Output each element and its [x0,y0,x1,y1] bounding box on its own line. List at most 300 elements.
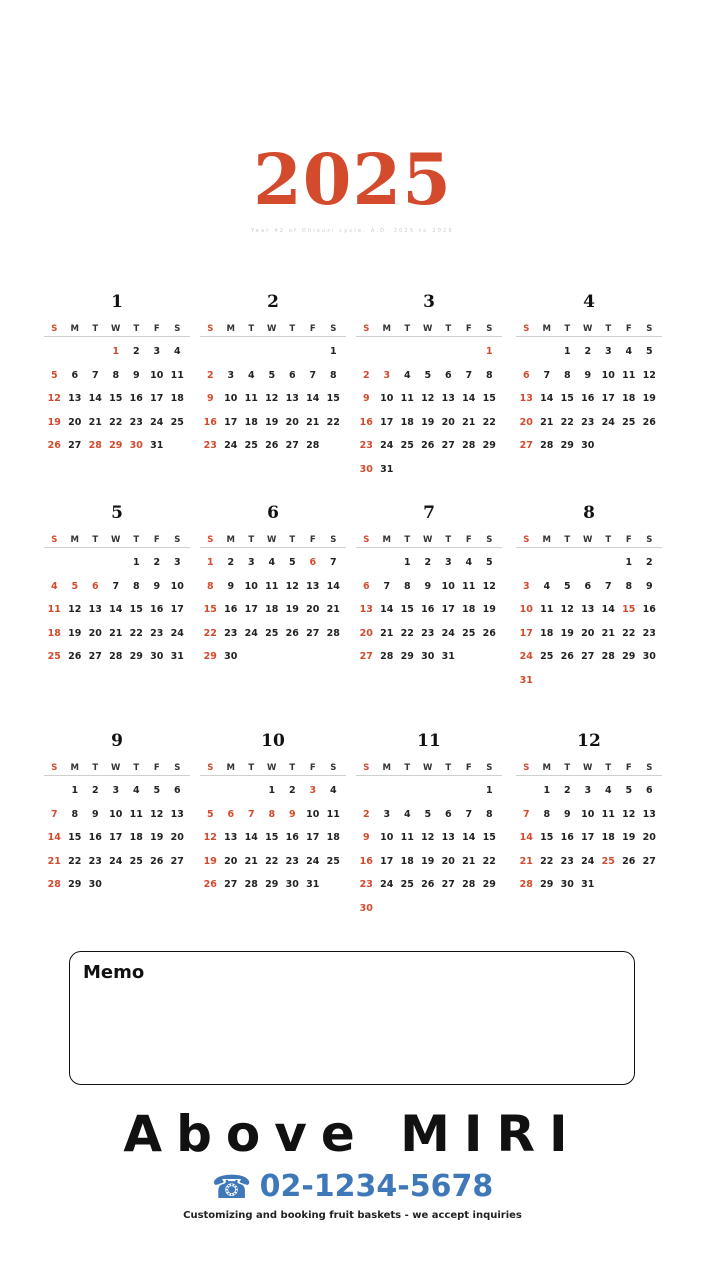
calendar-day: 14 [47,832,61,843]
brand-name: Above MIRI [123,1105,582,1163]
calendar-day: 14 [601,604,615,615]
calendar-day: 10 [244,580,258,592]
memo-box[interactable] [69,951,635,1085]
calendar-day: 9 [227,580,235,592]
calendar-day: 25 [400,440,414,451]
calendar-day: 12 [421,393,435,404]
weekday-label: S [363,324,370,334]
calendar-day: 6 [227,808,235,820]
weekday-label: M [382,763,391,773]
weekday-label: T [289,324,296,334]
calendar-day: 15 [326,393,340,404]
calendar-day: 29 [622,651,636,662]
calendar-day: 30 [560,879,574,890]
calendar-day: 27 [285,440,299,451]
calendar-day: 26 [560,651,574,662]
calendar-day: 15 [540,832,554,843]
calendar-day: 1 [543,785,551,796]
calendar-day: 15 [560,393,574,404]
calendar-day: 17 [306,832,320,843]
month-title: 11 [417,731,441,751]
calendar-day: 27 [642,855,656,867]
calendar-day: 24 [306,855,320,867]
calendar-day: 23 [224,627,238,639]
calendar-day: 10 [519,604,533,615]
calendar-day: 23 [359,879,373,890]
calendar-day: 10 [306,808,320,820]
calendar-day: 7 [309,369,317,381]
weekday-label: M [226,535,235,545]
calendar-day: 18 [400,416,414,428]
weekday-label: S [51,324,58,334]
weekday-label: T [92,535,99,545]
calendar-day: 16 [560,832,574,843]
calendar-day: 5 [563,580,571,592]
calendar-day: 9 [206,393,214,404]
calendar-day: 29 [129,651,143,662]
calendar-day: 10 [150,369,164,381]
calendar-day: 22 [326,416,340,428]
calendar-day: 2 [362,808,370,820]
calendar-day: 7 [91,369,99,381]
calendar-day: 9 [563,808,571,820]
calendar-day: 21 [380,627,394,639]
weekday-label: S [486,763,493,773]
calendar-day: 23 [359,440,373,451]
calendar-day: 28 [306,440,320,451]
calendar-day: 13 [519,393,533,404]
calendar-day: 16 [642,604,656,615]
calendar-day: 29 [109,440,123,451]
calendar-day: 18 [47,627,61,639]
weekday-label: S [523,324,530,334]
calendar-day: 7 [50,808,58,820]
weekday-label: M [70,763,79,773]
calendar-day: 19 [150,832,164,843]
calendar-day: 19 [622,832,636,843]
calendar-day: 15 [203,604,217,615]
weekday-label: F [309,535,316,545]
weekday-label: W [423,763,433,773]
calendar-day: 29 [203,651,217,662]
calendar-day: 28 [244,879,258,890]
calendar-day: 13 [581,604,595,615]
weekday-label: W [583,535,593,545]
weekday-header [200,324,346,337]
weekday-label: S [330,324,337,334]
calendar-day: 1 [625,557,633,568]
calendar-day: 10 [380,393,394,404]
calendar-day: 20 [224,855,238,867]
calendar-day: 7 [247,808,255,820]
calendar-day: 8 [71,808,79,820]
calendar-day: 29 [265,879,279,890]
weekday-label: S [523,763,530,773]
weekday-label: W [111,763,121,773]
calendar-day: 22 [129,627,143,639]
calendar-day: 28 [47,879,61,890]
calendar-day: 31 [519,674,533,686]
calendar-day: 9 [91,808,99,820]
calendar-day: 2 [227,557,235,568]
calendar-day: 27 [306,627,320,639]
calendar-day: 18 [170,393,184,404]
calendar-day: 26 [150,855,164,867]
calendar-day: 19 [421,855,435,867]
calendar-day: 29 [482,440,496,451]
calendar-day: 3 [247,557,255,568]
calendar-day: 11 [129,808,143,820]
calendar-day: 23 [560,855,574,867]
calendar-day: 21 [601,627,615,639]
calendar-day: 3 [604,346,612,357]
weekday-label: F [625,763,632,773]
calendar-day: 30 [150,651,164,662]
calendar-day: 13 [170,808,184,820]
calendar-day: 2 [563,785,571,796]
calendar-day: 31 [306,879,320,890]
weekday-label: T [133,535,140,545]
calendar-day: 3 [112,785,120,796]
calendar-day: 6 [522,369,530,381]
calendar-day: 21 [244,855,258,867]
calendar-day: 1 [206,557,214,568]
calendar-day: 30 [285,879,299,890]
calendar-day: 26 [265,440,279,451]
calendar-day: 21 [462,416,476,428]
calendar-day: 19 [560,627,574,639]
calendar-day: 15 [68,832,82,843]
weekday-label: T [248,324,255,334]
calendar-day: 19 [642,393,656,404]
weekday-label: S [330,763,337,773]
weekday-label: W [111,324,121,334]
weekday-label: S [486,535,493,545]
calendar-day: 20 [441,416,455,428]
calendar-day: 22 [68,855,82,867]
calendar-day: 10 [170,580,184,592]
weekday-label: T [564,763,571,773]
calendar-day: 2 [153,557,161,568]
calendar-day: 4 [247,369,255,381]
weekday-label: T [289,763,296,773]
calendar-day: 8 [112,369,120,381]
calendar-day: 15 [400,604,414,615]
month-title: 2 [267,292,279,312]
weekday-header [516,535,662,548]
calendar-day: 26 [285,627,299,639]
month-title: 1 [111,292,123,312]
calendar-day: 18 [622,393,636,404]
calendar-day: 17 [380,416,394,428]
calendar-day: 25 [601,855,615,867]
calendar-day: 16 [203,416,217,428]
calendar-day: 6 [309,557,317,568]
weekday-label: F [153,763,160,773]
weekday-label: S [207,535,214,545]
weekday-label: S [363,763,370,773]
calendar-day: 31 [150,440,164,451]
calendar-day: 13 [359,604,373,615]
calendar-day: 19 [285,604,299,615]
weekday-label: W [267,535,277,545]
month-title: 3 [423,292,435,312]
calendar-day: 7 [522,808,530,820]
calendar-day: 6 [91,580,99,592]
weekday-label: T [605,535,612,545]
weekday-header [200,535,346,548]
weekday-label: T [404,324,411,334]
calendar-day: 23 [642,627,656,639]
weekday-label: S [646,535,653,545]
calendar-day: 29 [400,651,414,662]
weekday-label: T [404,535,411,545]
calendar-day: 30 [129,440,143,451]
weekday-label: F [465,324,472,334]
calendar-day: 13 [306,580,320,592]
calendar-day: 4 [625,346,633,357]
calendar-day: 22 [203,627,217,639]
calendar-day: 28 [540,440,554,451]
weekday-label: S [330,535,337,545]
calendar-day: 4 [50,580,58,592]
weekday-label: W [583,763,593,773]
calendar-day: 9 [362,393,370,404]
calendar-day: 15 [482,832,496,843]
calendar-day: 18 [400,855,414,867]
calendar-day: 25 [170,416,184,428]
memo-label: Memo [83,962,145,983]
calendar-day: 12 [68,604,82,615]
calendar-day: 17 [519,627,533,639]
calendar-day: 5 [153,785,161,796]
calendar-day: 21 [462,855,476,867]
phone-number[interactable]: 02-1234-5678 [259,1169,494,1204]
calendar-day: 21 [109,627,123,639]
calendar-day: 5 [424,808,432,820]
weekday-label: T [445,535,452,545]
calendar-day: 3 [444,557,452,568]
calendar-day: 3 [173,557,181,568]
calendar-day: 11 [244,393,258,404]
weekday-label: S [523,535,530,545]
calendar-day: 17 [170,604,184,615]
calendar-day: 6 [288,369,296,381]
calendar-day: 11 [400,393,414,404]
calendar-day: 31 [170,651,184,662]
calendar-day: 15 [622,604,636,615]
calendar-day: 15 [482,393,496,404]
calendar-day: 7 [604,580,612,592]
weekday-label: S [174,535,181,545]
calendar-day: 14 [306,393,320,404]
calendar-day: 18 [129,832,143,843]
calendar-day: 8 [625,580,633,592]
calendar-day: 7 [465,369,473,381]
weekday-label: T [289,535,296,545]
calendar-day: 3 [383,369,391,381]
calendar-day: 23 [129,416,143,428]
calendar-day: 3 [227,369,235,381]
calendar-day: 5 [288,557,296,568]
calendar-day: 25 [129,855,143,867]
month-title: 9 [111,731,123,751]
calendar-day: 28 [326,627,340,639]
calendar-day: 23 [285,855,299,867]
calendar-day: 12 [622,808,636,820]
calendar-day: 21 [306,416,320,428]
calendar-day: 16 [88,832,102,843]
calendar-day: 16 [421,604,435,615]
weekday-label: T [445,324,452,334]
weekday-label: S [174,763,181,773]
calendar-day: 27 [170,855,184,867]
weekday-label: M [542,535,551,545]
calendar-day: 2 [584,346,592,357]
weekday-label: T [133,763,140,773]
calendar-day: 12 [642,369,656,381]
calendar-day: 10 [441,580,455,592]
calendar-day: 24 [441,627,455,639]
calendar-day: 30 [224,651,238,662]
weekday-label: T [248,535,255,545]
calendar-day: 2 [424,557,432,568]
month-title: 10 [261,731,285,751]
weekday-header [516,763,662,776]
calendar-day: 7 [383,580,391,592]
calendar-day: 18 [326,832,340,843]
calendar-day: 22 [540,855,554,867]
calendar-day: 26 [482,627,496,639]
calendar-day: 13 [88,604,102,615]
calendar-day: 17 [109,832,123,843]
calendar-day: 10 [601,369,615,381]
calendar-day: 19 [421,416,435,428]
calendar-day: 29 [560,440,574,451]
calendar-day: 18 [601,832,615,843]
weekday-label: W [111,535,121,545]
calendar-day: 16 [150,604,164,615]
weekday-label: F [625,535,632,545]
calendar-day: 14 [109,604,123,615]
calendar-day: 20 [642,832,656,843]
calendar-day: 5 [71,580,79,592]
calendar-day: 5 [206,808,214,820]
calendar-day: 8 [485,369,493,381]
weekday-label: T [445,763,452,773]
calendar-day: 27 [88,651,102,662]
calendar-day: 30 [581,440,595,451]
calendar-day: 24 [380,440,394,451]
calendar-day: 25 [622,416,636,428]
calendar-day: 10 [380,832,394,843]
weekday-label: S [486,324,493,334]
calendar-day: 17 [224,416,238,428]
weekday-label: T [92,324,99,334]
weekday-label: T [133,324,140,334]
calendar-day: 9 [132,369,140,381]
calendar-day: 16 [359,855,373,867]
calendar-day: 20 [359,627,373,639]
calendar-day: 13 [224,832,238,843]
calendar-day: 28 [519,879,533,890]
calendar-day: 9 [645,580,653,592]
calendar-day: 18 [462,604,476,615]
calendar-day: 27 [359,651,373,662]
calendar-day: 18 [244,416,258,428]
month-title: 12 [577,731,601,751]
weekday-label: S [646,763,653,773]
month-title: 4 [583,292,595,312]
calendar-day: 6 [173,785,181,796]
calendar-day: 3 [309,785,317,796]
weekday-header [44,535,190,548]
calendar-day: 2 [362,369,370,381]
calendar-day: 16 [581,393,595,404]
calendar-day: 2 [645,557,653,568]
calendar-day: 5 [268,369,276,381]
weekday-label: F [465,763,472,773]
calendar-day: 1 [268,785,276,796]
calendar-day: 4 [329,785,337,796]
weekday-header [516,324,662,337]
weekday-header [44,763,190,776]
calendar-day: 19 [47,416,61,428]
calendar-day: 13 [285,393,299,404]
calendar-day: 22 [400,627,414,639]
calendar-day: 14 [462,393,476,404]
phone-icon: ☎ [211,1168,252,1206]
calendar-day: 6 [362,580,370,592]
weekday-label: S [174,324,181,334]
calendar-day: 25 [540,651,554,662]
calendar-day: 19 [265,416,279,428]
weekday-header [44,324,190,337]
calendar-day: 7 [465,808,473,820]
weekday-label: M [382,535,391,545]
calendar-day: 3 [153,346,161,357]
calendar-day: 6 [444,808,452,820]
calendar-day: 23 [203,440,217,451]
calendar-day: 15 [129,604,143,615]
calendar-day: 17 [601,393,615,404]
calendar-day: 9 [424,580,432,592]
weekday-label: W [267,324,277,334]
weekday-label: M [226,324,235,334]
calendar-day: 17 [150,393,164,404]
calendar-day: 29 [540,879,554,890]
calendar-day: 18 [540,627,554,639]
calendar-day: 5 [424,369,432,381]
calendar-day: 17 [380,855,394,867]
calendar-day: 13 [441,393,455,404]
calendar-day: 28 [380,651,394,662]
weekday-label: F [625,324,632,334]
calendar-day: 20 [581,627,595,639]
calendar-day: 30 [642,651,656,662]
phone-row [0,1168,705,1206]
calendar-day: 17 [581,832,595,843]
calendar-day: 1 [485,785,493,796]
calendar-day: 8 [268,808,276,820]
calendar-day: 11 [265,580,279,592]
calendar-day: 10 [109,808,123,820]
calendar-day: 22 [109,416,123,428]
calendar-day: 8 [543,808,551,820]
calendar-day: 1 [485,346,493,357]
calendar-day: 31 [581,879,595,890]
weekday-label: S [207,763,214,773]
